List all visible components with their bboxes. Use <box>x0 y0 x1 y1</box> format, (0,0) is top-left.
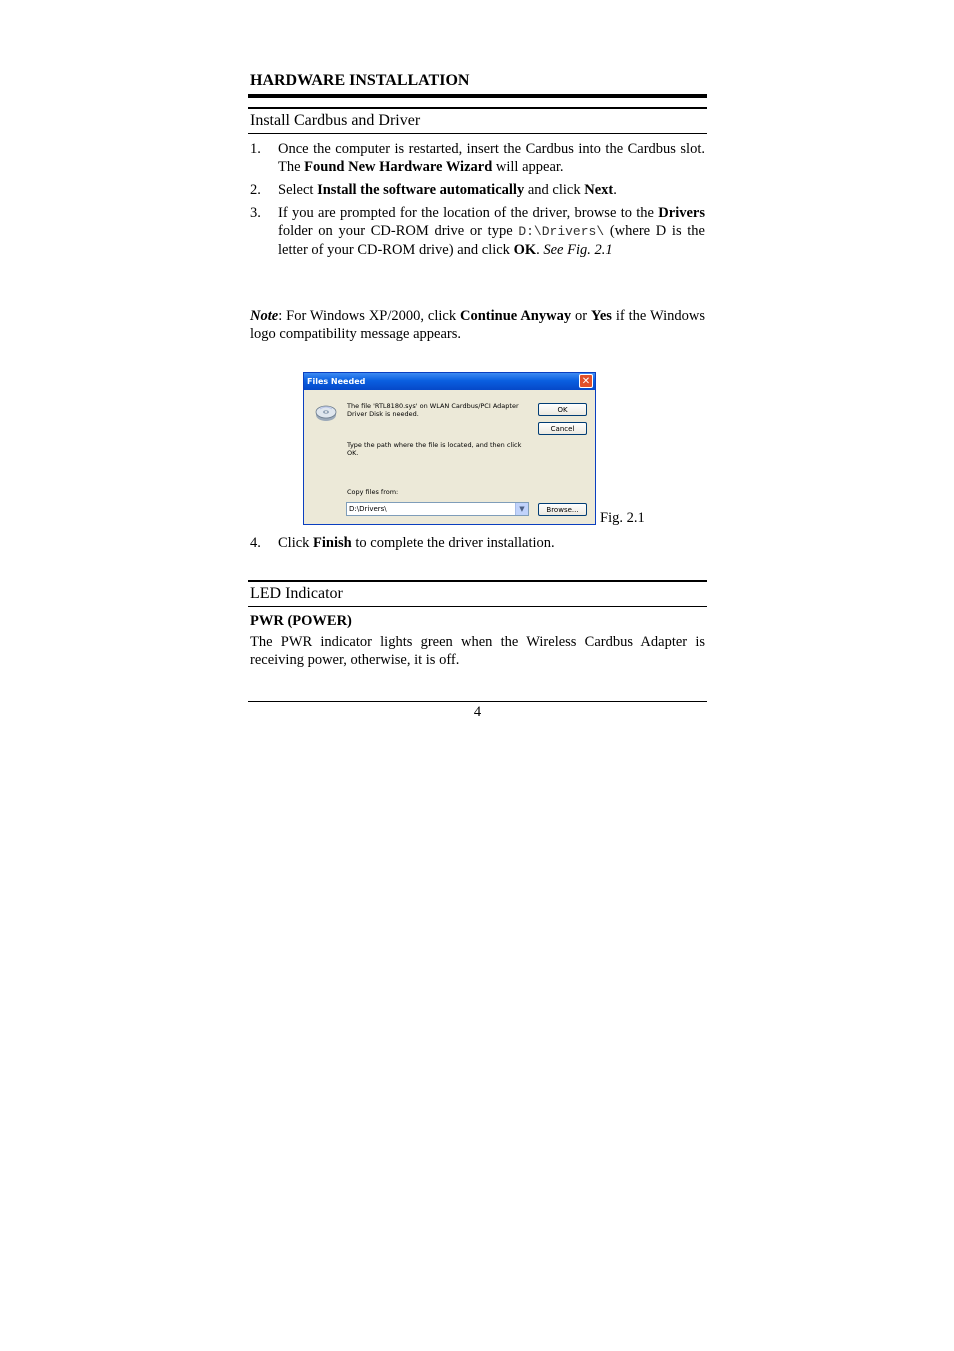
step-number: 3. <box>250 205 261 221</box>
note-text: if the Windows logo compatibility message appears. <box>250 308 705 342</box>
step-text: Click <box>278 535 314 551</box>
step-text: Once the computer is restarted, insert the Cardbus into the Cardbus slot. The <box>278 141 705 175</box>
step-bold: Found New Hardware Wizard <box>304 159 493 175</box>
install-steps-list <box>248 140 707 264</box>
step-text: and click <box>524 182 585 198</box>
install-steps-list-continued <box>248 534 707 557</box>
note-text: : For Windows XP/2000, click <box>278 308 461 324</box>
note-bold: Yes <box>591 308 612 324</box>
files-needed-dialog <box>303 372 596 525</box>
note-label: Note <box>250 308 279 324</box>
step-item-1 <box>248 140 707 176</box>
step-bold: Finish <box>313 535 352 551</box>
step-text: If you are prompted for the location of the driver, browse to the <box>278 205 659 221</box>
step-number: 1. <box>250 141 261 157</box>
driver-path-code: D:\Drivers\ <box>518 224 605 239</box>
figure-reference: See Fig. 2.1 <box>543 242 613 258</box>
install-section-title: Install Cardbus and Driver <box>250 112 421 129</box>
step-number: 4. <box>250 535 261 551</box>
dialog-message: The file 'RTL8180.sys' on WLAN Cardbus/PCI Adapter Driver Disk is needed. <box>347 402 519 418</box>
copy-from-label: Copy files from: <box>347 488 399 496</box>
step-bold: Install the software automatically <box>317 182 525 198</box>
step-text: . <box>613 182 617 198</box>
step-bold: Drivers <box>658 205 705 221</box>
step-bold: Next <box>584 182 614 198</box>
step-number: 2. <box>250 182 261 198</box>
dialog-instruction: Type the path where the file is located, and then click OK. <box>347 441 522 457</box>
led-rule-bottom <box>248 606 707 607</box>
browse-button[interactable]: Browse... <box>538 503 587 516</box>
chevron-down-icon[interactable]: ▼ <box>515 503 528 515</box>
step-item-4 <box>248 534 707 552</box>
close-icon[interactable]: ✕ <box>579 374 593 388</box>
footer-rule <box>248 701 707 702</box>
cd-disk-icon <box>314 399 338 423</box>
dialog-title: Files Needed <box>307 377 366 386</box>
step-text: Select <box>278 182 318 198</box>
step-item-3 <box>248 204 707 259</box>
step-text: folder on your CD-ROM drive or type <box>278 223 519 239</box>
note-text: or <box>571 308 591 324</box>
note-paragraph <box>250 307 705 343</box>
note-bold: Continue Anyway <box>460 308 572 324</box>
led-section-title: LED Indicator <box>250 585 343 602</box>
ok-button[interactable]: OK <box>538 403 587 416</box>
figure-caption: Fig. 2.1 <box>600 510 645 526</box>
copy-from-path-input[interactable] <box>346 502 529 516</box>
step-bold: OK <box>513 242 537 258</box>
step-text: . <box>536 242 544 258</box>
path-value: D:\Drivers\ <box>349 505 387 513</box>
pwr-description: The PWR indicator lights green when the Wireless Cardbus Adapter is receiving power, otherwise, it is off. <box>250 634 705 668</box>
step-text: to complete the driver installation. <box>351 535 555 551</box>
dialog-titlebar <box>304 373 595 390</box>
cancel-button[interactable]: Cancel <box>538 422 587 435</box>
step-text: (where D is the letter of your CD-ROM drive) and click <box>278 223 705 258</box>
led-rule-top <box>248 580 707 582</box>
step-text: will appear. <box>492 159 564 175</box>
page-number: 4 <box>473 704 482 720</box>
section-rule-top <box>248 107 707 109</box>
header-rule-thick <box>248 94 707 98</box>
step-item-2 <box>248 181 707 199</box>
section-rule-bottom <box>248 133 707 134</box>
page-header-title: HARDWARE INSTALLATION <box>250 72 470 89</box>
pwr-subtitle: PWR (POWER) <box>250 613 352 629</box>
